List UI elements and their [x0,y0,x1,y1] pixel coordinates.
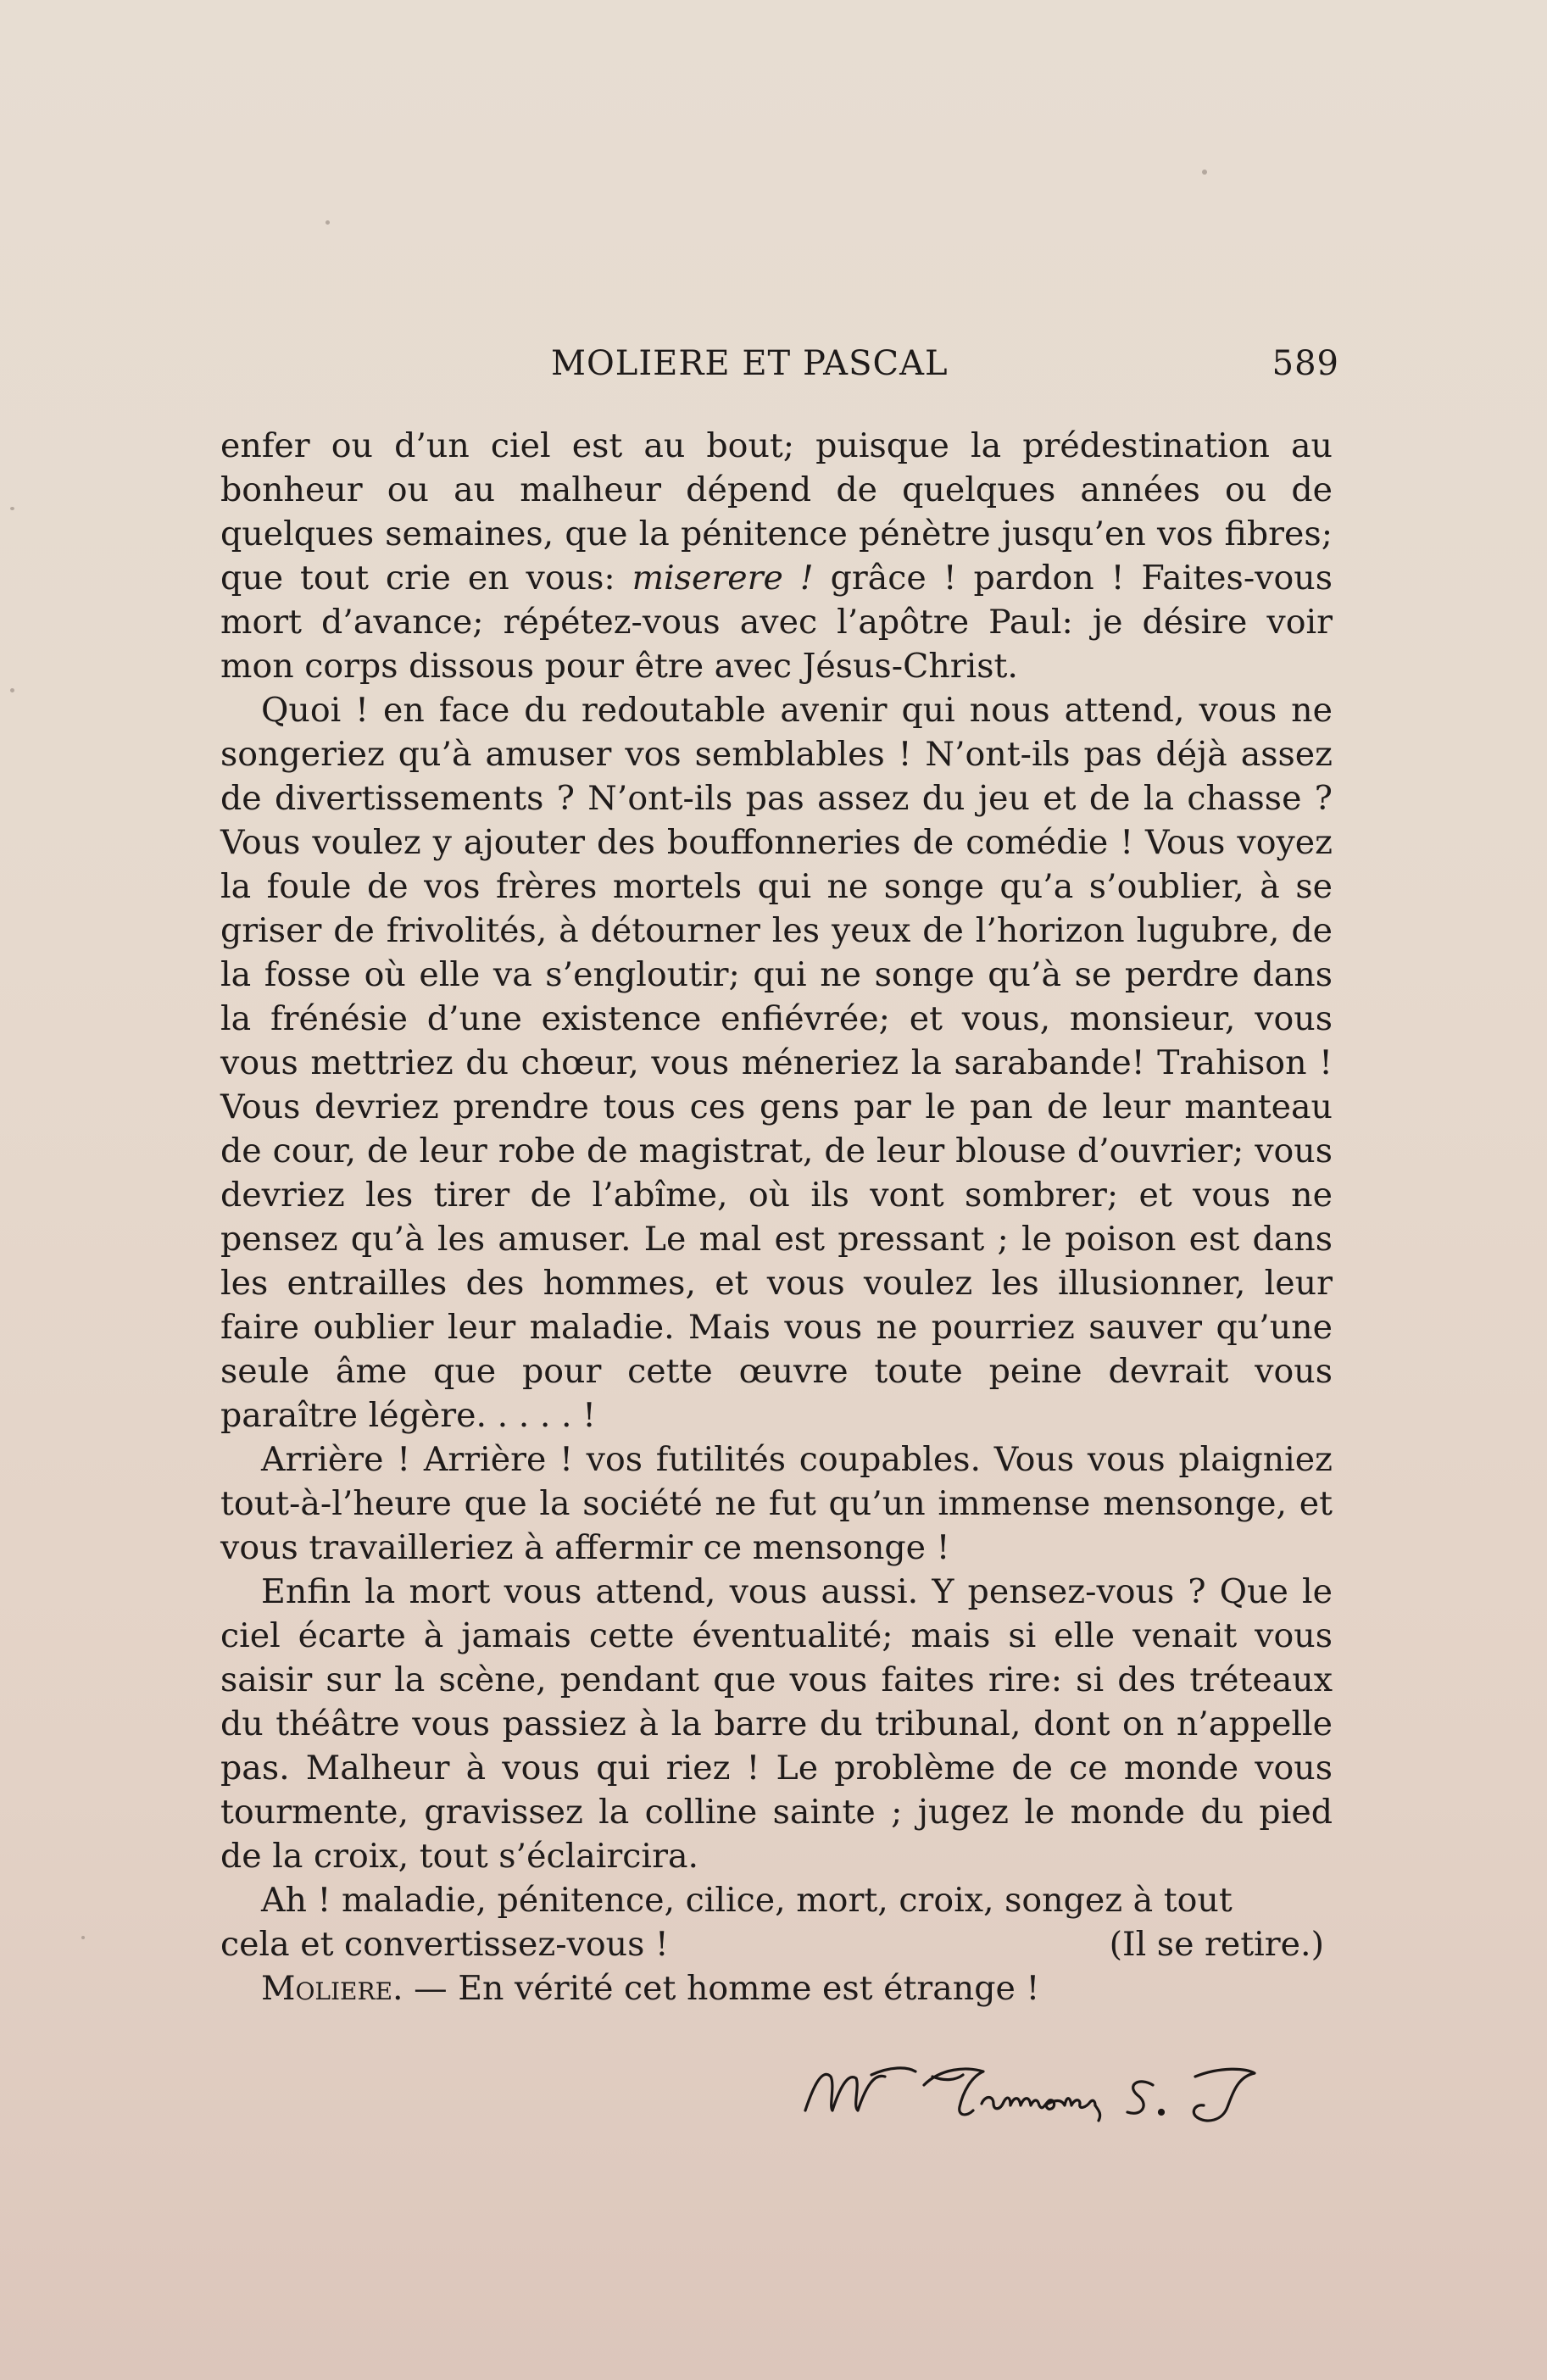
paragraph-text: Quoi ! en face du redoutable avenir qui nous attend, vous ne songeriez qu’à amuser vos semblables ! N’ont-ils pas déjà assez de divertissements ? N’ont-ils pas assez du jeu et de la chasse ? Vous voulez y ajouter des bouffonneries de comédie ! Vous voyez la foule de vos frères mortels qui ne songe qu’a s’oublier, à se griser de frivolités, à détourner les yeux de l’horizon lugubre, de la fosse où elle va s’engloutir; qui ne songe qu’à se perdre dans la frénésie d’une existence enfiévrée; et vous, monsieur, vous vous mettriez du chœur, vous méneriez la sarabande! Trahison ! Vous devriez prendre tous ces gens par le pan de leur manteau de cour, de leur robe de magistrat, de leur blouse d’ouvrier; vous devriez les tirer de l’abîme, où ils vont sombrer; et vous ne pensez qu’à les amuser. Le mal est pressant ; le poison est dans les entrailles des hommes, et vous voulez les illusionner, leur faire oublier leur maladie. Mais vous ne pourriez sauver qu’une seule âme que pour cette œuvre toute peine devrait vous paraître légère. . . . . ! [220,691,1333,1435]
signature-script [797,2051,1288,2127]
paragraph-text: Arrière ! Arrière ! vos futilités coupables. Vous vous plaigniez tout-à-l’heure que la société ne fut qu’un immense mensonge, et vous travailleriez à affermir ce mensonge ! [220,1440,1333,1567]
paragraph-text: enfer ou d’un ciel est au bout; puisque la prédestination au bonheur ou au malheur dépend de quelques années ou de quelques semaines, que la pénitence pénètre jusqu’en vos fibres; que tout crie en vous: [220,426,1333,598]
paper-speck [10,688,14,692]
paper-speck [326,220,330,225]
paragraph [220,424,1333,688]
emphasis-text: miserere ! [632,559,814,598]
paragraph-last-line [220,1922,1333,1966]
handwritten-signature [797,2051,1288,2127]
closing-line [220,1966,1333,2010]
paper-speck [81,1936,85,1939]
stage-direction: (Il se retire.) [1109,1925,1324,1964]
running-title: MOLIERE ET PASCAL [551,344,949,383]
speaker-name: Moliere. [261,1969,403,2008]
paper-speck [10,507,14,510]
running-head [220,341,1339,392]
paragraph [220,1437,1333,1570]
paragraph-text: cela et convertissez-vous ! [220,1925,669,1964]
paragraph-text: grâce ! pardon ! Faites-vous mort d’avance; répétez-vous avec l’apôtre Paul: je désire voir mon corps dissous pour être avec Jésus-Christ. [220,559,1333,686]
paragraph-text: Enfin la mort vous attend, vous aussi. Y pensez-vous ? Que le ciel écarte à jamais cette éventualité; mais si elle venait vous saisir sur la scène, pendant que vous faites rire: si des tréteaux du théâtre vous passiez à la barre du tribunal, dont on n’appelle pas. Malheur à vous qui riez ! Le problème de ce monde vous tourmente, gravissez la colline sainte ; jugez le monde du pied de la croix, tout s’éclaircira. [220,1572,1333,1876]
paragraph [220,1878,1333,1922]
body-text [220,424,1333,2010]
paragraph [220,688,1333,1437]
paragraph-text: Ah ! maladie, pénitence, cilice, mort, croix, songez à tout [261,1881,1233,1920]
closing-text: — En vérité cet homme est étrange ! [414,1969,1040,2008]
paper-speck [1202,170,1207,175]
paragraph [220,1570,1333,1878]
page-number: 589 [1272,344,1339,383]
